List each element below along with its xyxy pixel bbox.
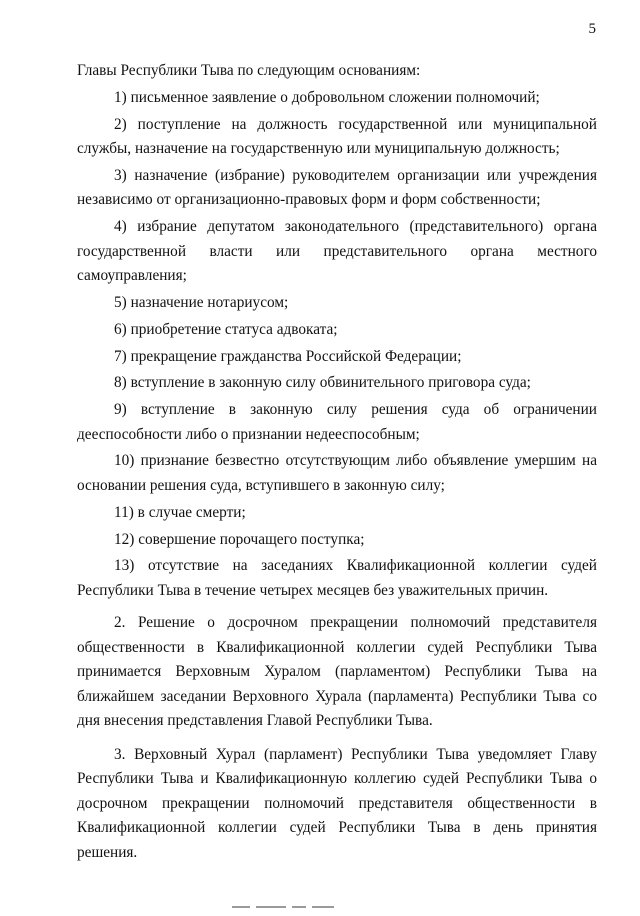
paragraph-section-3: 3. Верховный Хурал (парламент) Республики Тыва уведомляет Главу Республики Тыва и Квалификационную коллегию судей Республики Тыва о досрочном прекращении полномочий представителя общественности в Квалификационной коллегии судей Республики Тыва в день принятия решения. xyxy=(77,745,597,861)
list-item-5: 5) назначение нотариусом; xyxy=(114,293,289,311)
list-item-11: 11) в случае смерти; xyxy=(114,503,246,521)
scan-artifact xyxy=(232,898,382,902)
list-item-13: 13) отсутствие на заседаниях Квалификационной коллегии судей Республики Тыва в течение четырех месяцев без уважительных причин. xyxy=(77,557,597,599)
list-item-8: 8) вступление в законную силу обвинительного приговора суда; xyxy=(114,374,531,392)
paragraph-intro: Главы Республики Тыва по следующим основаниям: xyxy=(77,62,421,79)
paragraph-section-2: 2. Решение о досрочном прекращении полномочий представителя общественности в Квалификационной коллегии судей Республики Тыва принимается Верховным Хуралом (парламентом) Республики Тыва на ближайшем заседании Верховного Хурала (парламента) Республики Тыва со дня внесения представления Главой Республики Тыва. xyxy=(77,614,597,730)
list-item-12: 12) совершение порочащего поступка; xyxy=(114,530,365,548)
list-item-9: 9) вступление в законную силу решения суда об ограничении дееспособности либо о признании недееспособным; xyxy=(77,401,597,443)
list-item-10: 10) признание безвестно отсутствующим либо объявление умершим на основании решения суда, вступившего в законную силу; xyxy=(77,452,597,494)
list-item-2: 2) поступление на должность государственной или муниципальной службы, назначение на государственную или муниципальную должность; xyxy=(77,115,597,158)
list-item-6: 6) приобретение статуса адвоката; xyxy=(114,320,338,338)
list-item-1: 1) письменное заявление о добровольном сложении полномочий; xyxy=(114,88,540,106)
page-number: 5 xyxy=(588,21,596,37)
list-item-4: 4) избрание депутатом законодательного (представительного) органа государственной власти или представительного органа местного самоуправления; xyxy=(77,218,597,285)
document-body xyxy=(77,59,597,868)
list-item-7: 7) прекращение гражданства Российской Федерации; xyxy=(114,347,462,365)
list-item-3: 3) назначение (избрание) руководителем организации или учреждения независимо от организационно-правовых форм и форм собственности; xyxy=(77,166,597,209)
